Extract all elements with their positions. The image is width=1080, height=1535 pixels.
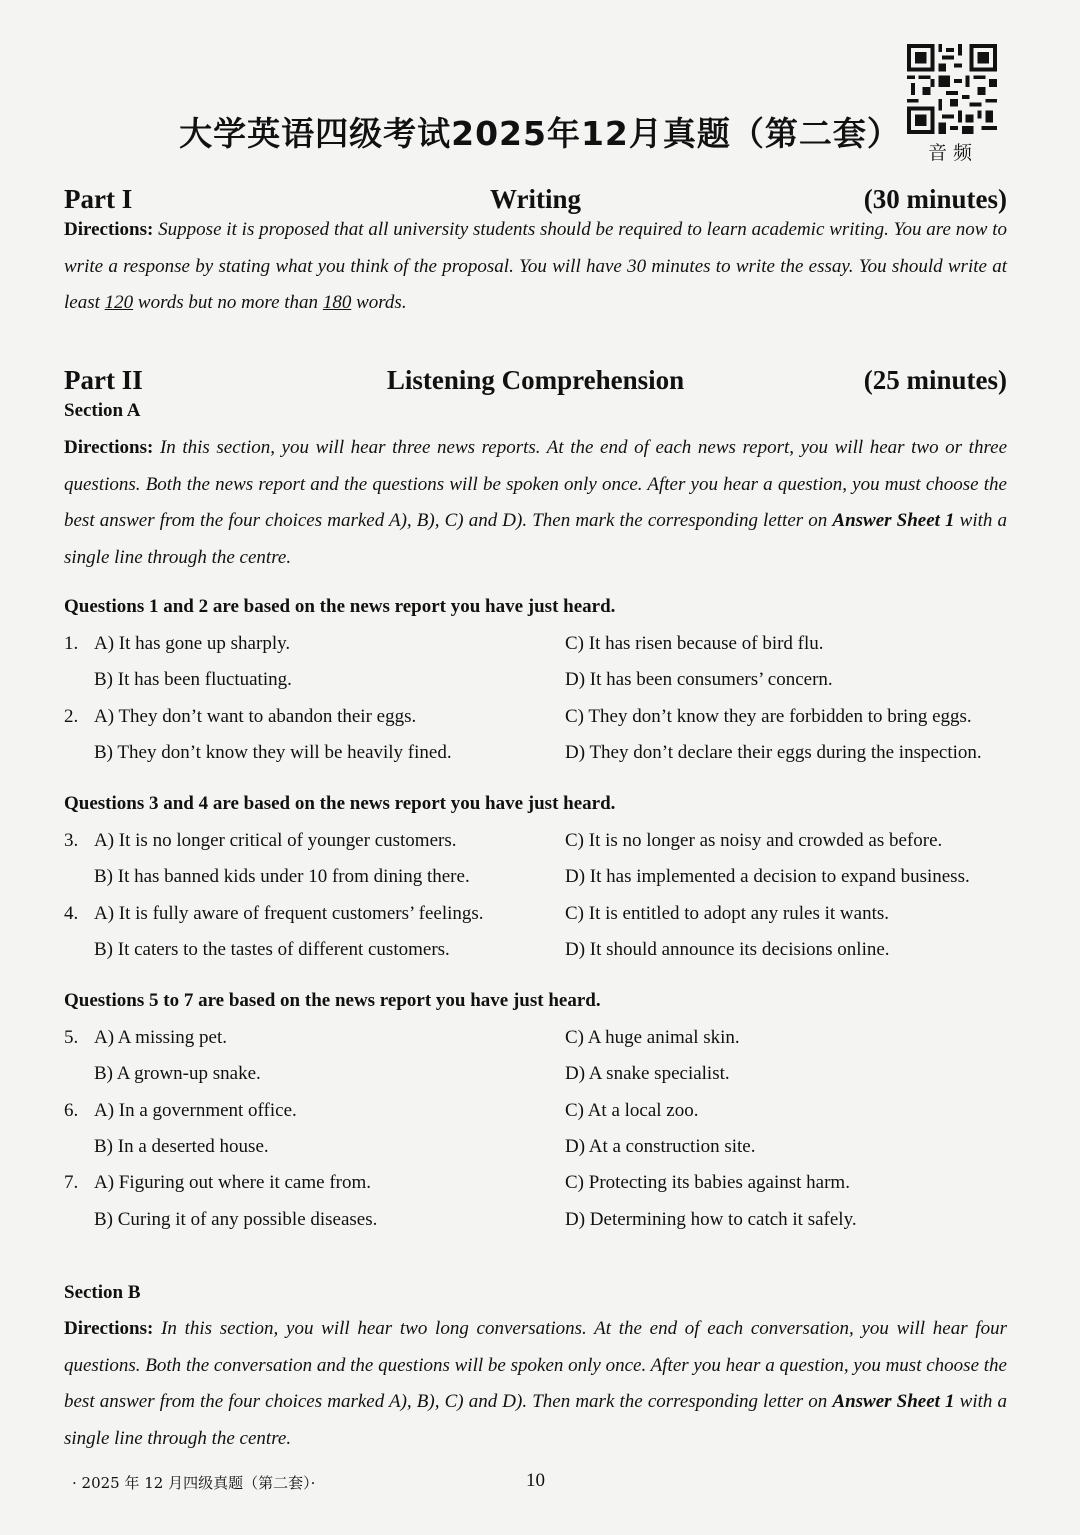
directions-text: with a single line through the centre. [64, 510, 1008, 568]
question-group-heading: Questions 1 and 2 are based on the news report you have just heard. [64, 596, 616, 617]
part1-time: (30 minutes) [863, 184, 1007, 214]
part2-header [64, 365, 1007, 399]
option-c: C) It is entitled to adopt any rules it wants. [565, 903, 890, 924]
question-number: 1. [64, 633, 79, 654]
audio-label: 音频 [927, 142, 978, 164]
option-a: A) A missing pet. [94, 1027, 228, 1048]
option-b: B) Curing it of any possible diseases. [94, 1209, 378, 1230]
directions-lead: Directions: [64, 1318, 154, 1339]
question-number: 3. [64, 830, 79, 851]
question-group-heading: Questions 5 to 7 are based on the news report you have just heard. [64, 990, 601, 1011]
option-b: B) A grown-up snake. [94, 1063, 261, 1084]
option-c: C) They don’t know they are forbidden to bring eggs. [565, 706, 972, 727]
min-words: 120 [104, 292, 134, 313]
part2-label: Part II [64, 365, 143, 395]
page-number: 10 [526, 1470, 545, 1491]
directions-text: with a single line through the centre. [64, 1391, 1008, 1449]
question-number: 6. [64, 1100, 79, 1121]
option-c: C) At a local zoo. [565, 1100, 699, 1121]
directions-lead: Directions: [64, 437, 154, 458]
question-number: 5. [64, 1027, 79, 1048]
option-b: B) It has banned kids under 10 from dining there. [94, 866, 470, 887]
option-c: C) Protecting its babies against harm. [565, 1172, 850, 1193]
option-b: B) It caters to the tastes of different customers. [94, 939, 450, 960]
option-b: B) In a deserted house. [94, 1136, 269, 1157]
directions-text: words but no more than [133, 292, 323, 313]
footer-caption: · 2025 年 12 月四级真题（第二套）· [72, 1474, 316, 1492]
option-a: A) Figuring out where it came from. [94, 1172, 372, 1193]
option-a: A) It is fully aware of frequent customers’ feelings. [94, 903, 484, 924]
section-a-directions [64, 430, 1007, 576]
question-group-heading: Questions 3 and 4 are based on the news report you have just heard. [64, 793, 616, 814]
answer-sheet-ref: Answer Sheet 1 [832, 1391, 955, 1412]
directions-text: words. [351, 292, 407, 313]
question-number: 2. [64, 706, 79, 727]
part1-name: Writing [489, 184, 581, 214]
part1-label: Part I [64, 184, 133, 214]
directions-text: In this section, you will hear three news reports. At the end of each news report, you will hear two or three questions. Both the news report and the questions will be spoken only once. After you hear a question, you must choose the best answer from the four choices marked A), B), C) and D). Then mark the corresponding letter on [64, 437, 1008, 531]
qr-code-icon [906, 44, 998, 134]
option-c: C) It is no longer as noisy and crowded as before. [565, 830, 943, 851]
option-d: D) At a construction site. [565, 1136, 756, 1157]
option-a: A) It is no longer critical of younger customers. [94, 830, 457, 851]
section-b-directions [64, 1311, 1007, 1457]
part1-directions [64, 212, 1007, 322]
option-d: D) They don’t declare their eggs during the inspection. [565, 742, 982, 763]
question-number: 7. [64, 1172, 79, 1193]
question-number: 4. [64, 903, 79, 924]
option-a: A) In a government office. [94, 1100, 297, 1121]
option-a: A) They don’t want to abandon their eggs. [94, 706, 417, 727]
option-b: B) They don’t know they will be heavily fined. [94, 742, 452, 763]
answer-sheet-ref: Answer Sheet 1 [832, 510, 955, 531]
directions-text: Suppose it is proposed that all university students should be required to learn academic writing. You are now to write a response by stating what you think of the proposal. You will have 30 minutes to write the essay. You should write at least [64, 219, 1007, 313]
directions-text: In this section, you will hear two long conversations. At the end of each conversation, you will hear four questions. Both the conversation and the questions will be spoken only once. After you hear a question, you must choose the best answer from the four choices marked A), B), C) and D). Then mark the corresponding letter on [64, 1318, 1007, 1412]
option-d: D) Determining how to catch it safely. [565, 1209, 857, 1230]
part2-time: (25 minutes) [863, 365, 1007, 395]
page-title: 大学英语四级考试2025年12月真题（第二套） [179, 114, 901, 153]
option-d: D) A snake specialist. [565, 1063, 730, 1084]
option-d: D) It has implemented a decision to expand business. [565, 866, 970, 887]
section-a-title: Section A [64, 400, 141, 421]
section-b-title: Section B [64, 1282, 141, 1303]
option-c: C) It has risen because of bird flu. [565, 633, 824, 654]
option-c: C) A huge animal skin. [565, 1027, 740, 1048]
max-words: 180 [322, 292, 352, 313]
option-d: D) It should announce its decisions online. [565, 939, 890, 960]
option-a: A) It has gone up sharply. [94, 633, 291, 654]
part2-name: Listening Comprehension [386, 365, 685, 395]
option-d: D) It has been consumers’ concern. [565, 669, 833, 690]
option-b: B) It has been fluctuating. [94, 669, 292, 690]
directions-lead: Directions: [64, 219, 154, 240]
